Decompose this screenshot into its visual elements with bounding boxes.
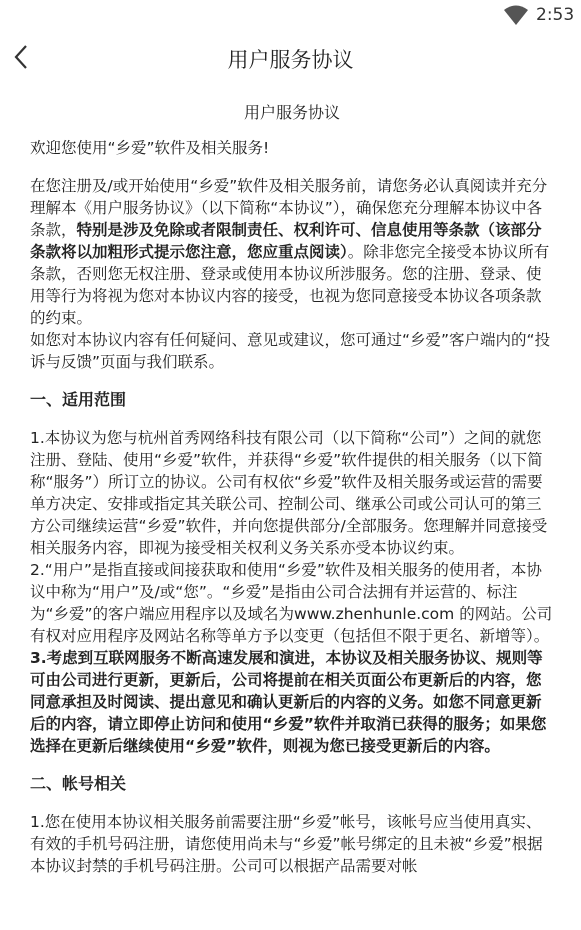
intro-bold-text: 特别是涉及免除或者限制责任、权利许可、信息使用等条款（该部分条款将以加粗形式提示您注意，您应重点阅读） bbox=[30, 221, 542, 261]
status-bar bbox=[0, 0, 581, 30]
intro-text: 在您注册及/或开始使用“乡爱”软件及相关服务前，请您务必认真阅读并充分理解本《用户服务协议》（以下简称“本协议”），确保您充分理解本协议中各条款， bbox=[30, 177, 548, 239]
section1-clause-1: 1.本协议为您与杭州首秀网络科技有限公司（以下简称“公司”）之间的就您注册、登陆、使用“乡爱”软件，并获得“乡爱”软件提供的相关服务（以下简称“服务”）所订立的协议。公司有权依“乡爱”软件及相关服务或运营的需要单方决定、安排或指定其关联公司、控制公司、继承公司或公司认可的第三方公司继续运营“乡爱”软件，并向您提供部分/全部服务。您理解并同意接受相关服务内容，即视为接受相关权利义务关系亦受本协议约束。 bbox=[30, 429, 548, 557]
section1-clause-2: 2.“用户”是指直接或间接获取和使用“乡爱”软件及相关服务的使用者，本协议中称为“用户”及/或“您”。“乡爱”是指由公司合法拥有并运营的、标注为“乡爱”的客户端应用程序以及域名为www.zhenhunle.com 的网站。公司有权对应用程序及网站名称等单方予以变更（包括但不限于更名、新增等）。 bbox=[30, 561, 553, 645]
nav-bar bbox=[0, 30, 581, 86]
intro-paragraph bbox=[30, 175, 554, 329]
section-heading: 一、适用范围 bbox=[30, 390, 127, 409]
wifi-icon bbox=[503, 4, 529, 26]
document-title: 用户服务协议 bbox=[243, 103, 340, 122]
page-title: 用户服务协议 bbox=[227, 48, 354, 72]
section1-clause-3-text: 3.考虑到互联网服务不断高速发展和演进，本协议及相关服务协议、规则等可由公司进行更新，更新后，公司将提前在相关页面公布更新后的内容，您同意承担及时阅读、提出意见和确认更新后的内容的义务。如您不同意更新后的内容，请立即停止访问和使用“乡爱”软件并取消已获得的服务；如果您选择在更新后继续使用“乡爱”软件，则视为您已接受更新后的内容。 bbox=[30, 649, 547, 755]
welcome-text: 欢迎您使用“乡爱”软件及相关服务! bbox=[30, 139, 270, 157]
contact-paragraph: 如您对本协议内容有任何疑问、意见或建议，您可通过“乡爱”客户端内的“投诉与反馈”页面与我们联系。 bbox=[30, 331, 551, 371]
agreement-content[interactable] bbox=[30, 100, 554, 877]
section2-clause-1: 1.您在使用本协议相关服务前需要注册“乡爱”帐号，该帐号应当使用真实、有效的手机号码注册，请您使用尚未与“乡爱”帐号绑定的且未被“乡爱”根据本协议封禁的手机号码注册。公司可以根据产品需要对帐 bbox=[30, 813, 543, 875]
status-time: 2:53 bbox=[536, 5, 575, 25]
section1-clause-3 bbox=[30, 647, 554, 757]
intro-text-cont: 。除非您完全接受本协议所有条款，否则您无权注册、登录或使用本协议所涉服务。您的注册、登录、使用等行为将视为您对本协议内容的接受，也视为您同意接受本协议各项条款的约束。 bbox=[30, 243, 550, 327]
section-heading: 二、帐号相关 bbox=[30, 774, 127, 793]
